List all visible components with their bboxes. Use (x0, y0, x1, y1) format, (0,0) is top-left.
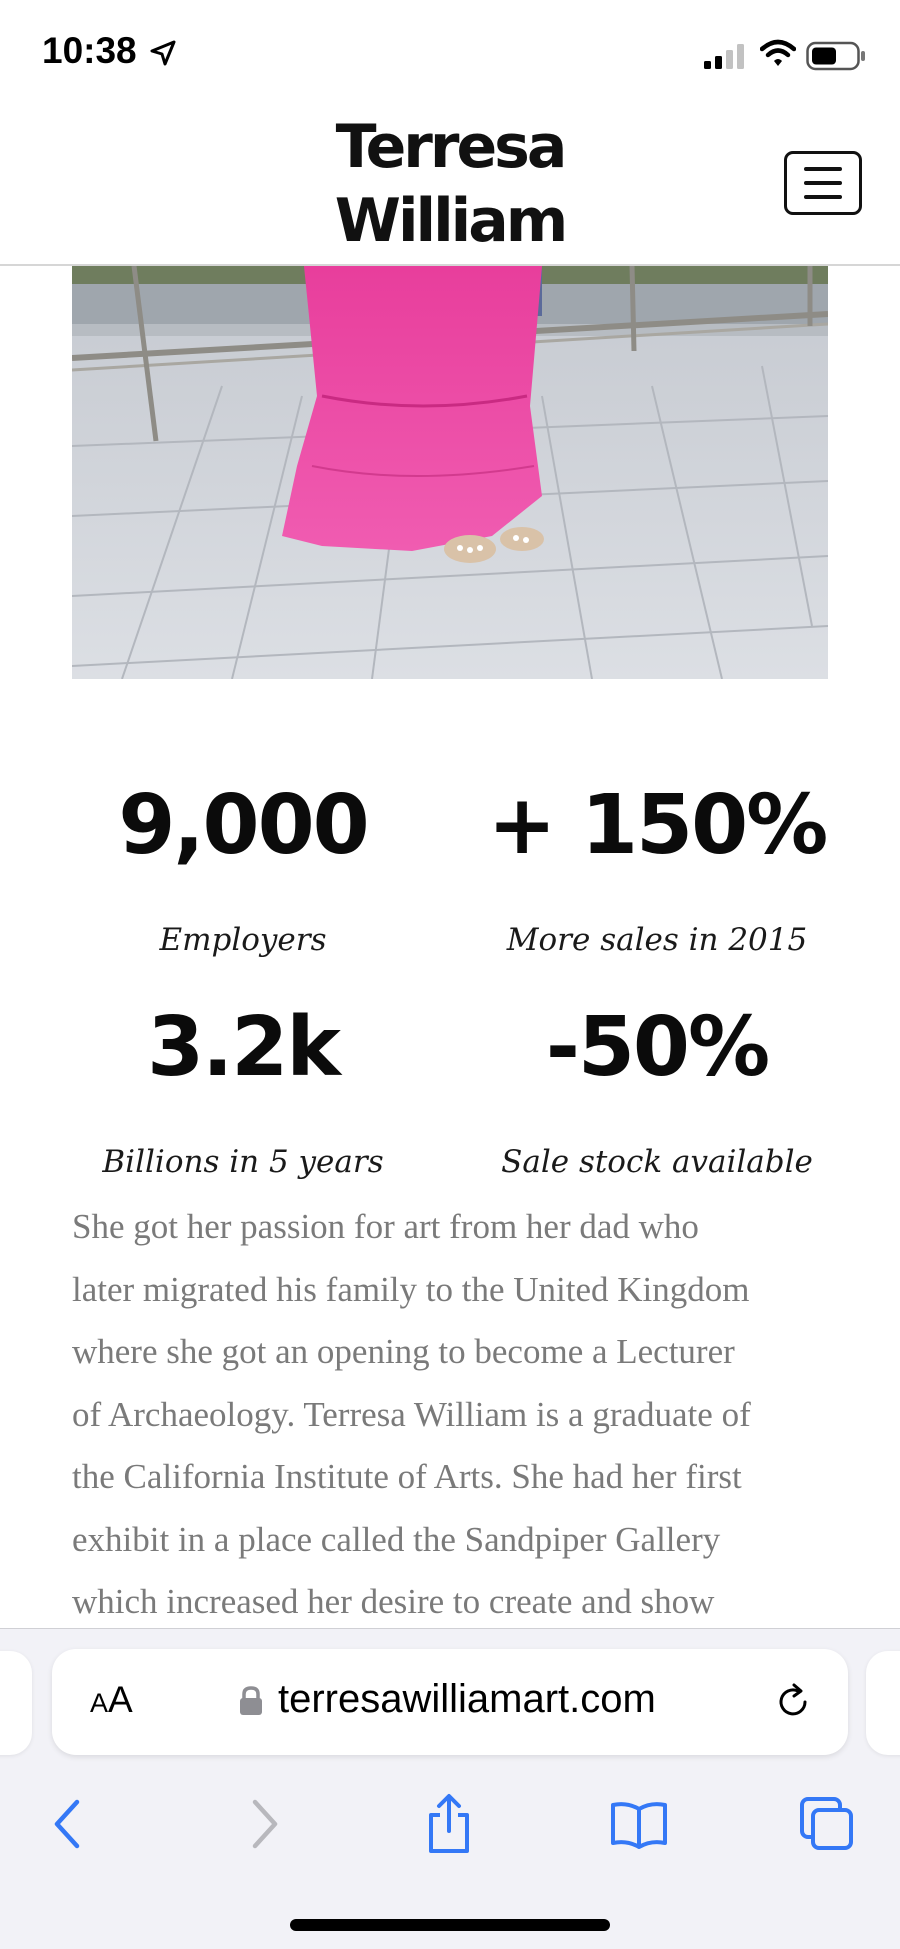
stat-stock-label: Sale stock available (501, 1144, 813, 1180)
tabs-icon (798, 1795, 856, 1853)
stat-employers-value: 9,000 (118, 778, 368, 873)
site-header (0, 110, 900, 266)
address-bar[interactable] (52, 1649, 848, 1755)
bookmarks-icon (609, 1799, 669, 1849)
hamburger-menu-icon (804, 167, 842, 171)
site-title-line2: William (334, 186, 566, 256)
forward-button[interactable] (228, 1789, 298, 1859)
stat-billions-value: 3.2k (147, 1000, 339, 1095)
bio-line: the California Institute of Arts. She had her first (72, 1457, 742, 1496)
browser-chrome (0, 1628, 900, 1949)
share-button[interactable] (414, 1789, 484, 1859)
url-text[interactable]: terresawilliamart.com (278, 1677, 656, 1721)
status-bar (0, 0, 900, 110)
reload-icon[interactable] (772, 1681, 814, 1723)
reader-text-size-button[interactable] (90, 1679, 133, 1721)
status-time: 10:38 (42, 30, 137, 71)
bio-line: exhibit in a place called the Sandpiper Gallery (72, 1519, 721, 1559)
share-icon (423, 1793, 475, 1855)
hamburger-menu-button[interactable] (784, 151, 862, 215)
hero-photo (72, 266, 828, 679)
stat-sales-label: More sales in 2015 (506, 922, 808, 958)
site-title[interactable] (0, 110, 900, 258)
stat-sales-value: + 150% (487, 778, 827, 873)
bio-line: She got her passion for art from her dad who (72, 1207, 699, 1246)
cellular-signal-icon (704, 42, 748, 70)
stat-employers-label: Employers (159, 922, 327, 958)
aa-small: A (90, 1688, 109, 1718)
back-button[interactable] (34, 1789, 104, 1859)
bio-line: of Archaeology. Terresa William is a graduate of (72, 1394, 751, 1434)
home-indicator (290, 1919, 610, 1931)
battery-icon (806, 40, 866, 72)
back-icon (49, 1798, 89, 1850)
lock-icon (238, 1685, 264, 1717)
bio-paragraph (72, 1196, 842, 1634)
forward-icon (243, 1798, 283, 1850)
bio-line: which increased her desire to create and show (72, 1582, 715, 1621)
site-title-line1: Terresa (335, 112, 565, 182)
tabs-button[interactable] (792, 1789, 862, 1859)
bio-line: later migrated his family to the United Kingdom (72, 1269, 750, 1309)
next-tab-preview[interactable] (866, 1651, 900, 1755)
bookmarks-button[interactable] (604, 1789, 674, 1859)
wifi-icon (760, 38, 796, 68)
previous-tab-preview[interactable] (0, 1651, 32, 1755)
stat-billions-label: Billions in 5 years (102, 1144, 384, 1180)
aa-big: A (108, 1679, 133, 1720)
hero-photo-illustration (72, 266, 828, 679)
stat-stock-value: -50% (545, 1000, 769, 1095)
location-arrow-icon (148, 38, 178, 68)
bio-line: where she got an opening to become a Lecturer (72, 1332, 735, 1371)
